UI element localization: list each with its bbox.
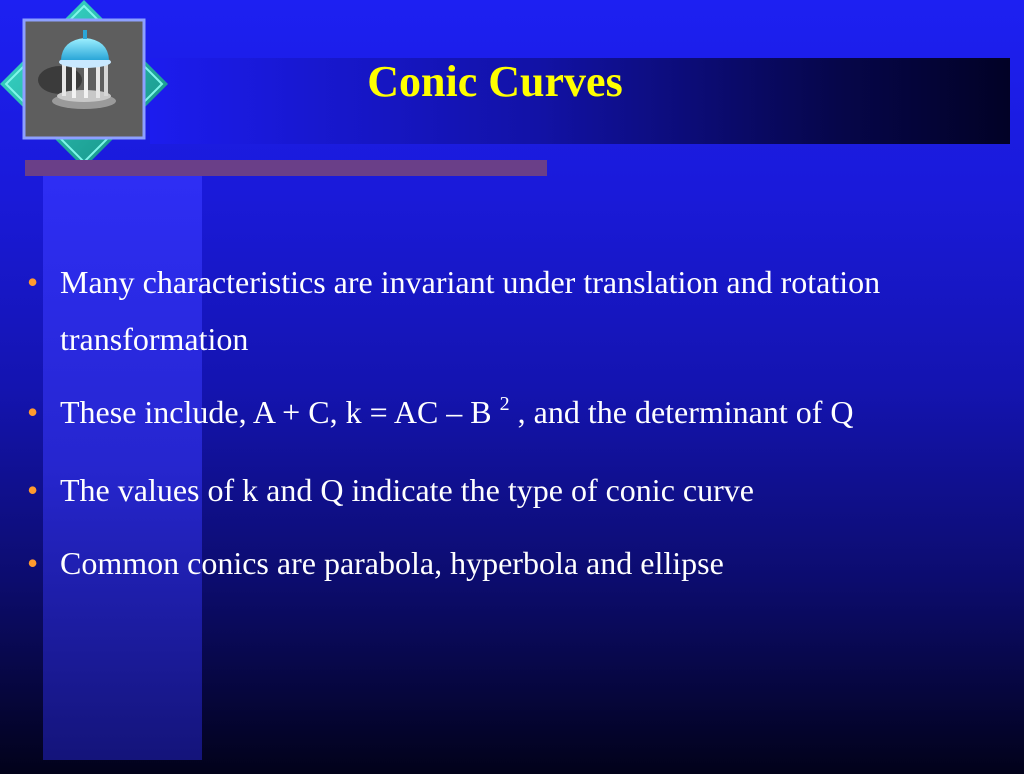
bullet-text: The values of k and Q indicate the type of conic curve bbox=[60, 472, 754, 508]
bullet-text-part: These include, A + C, k = AC – B bbox=[60, 394, 500, 430]
bullet-marker: • bbox=[27, 472, 39, 508]
bullet-marker: • bbox=[27, 264, 39, 300]
bullet-item bbox=[26, 462, 1001, 519]
bullet-item bbox=[26, 384, 1001, 446]
bullet-marker: • bbox=[27, 545, 39, 581]
bullet-text: Common conics are parabola, hyperbola and ellipse bbox=[60, 545, 724, 581]
bullet-text-part: , and the determinant of Q bbox=[509, 394, 854, 430]
superscript-exponent: 2 bbox=[499, 393, 510, 415]
bullet-item bbox=[26, 254, 1001, 368]
slide-title: Conic Curves bbox=[367, 57, 623, 106]
bullet-list bbox=[26, 254, 1001, 608]
title-underline bbox=[25, 160, 547, 176]
bullet-text bbox=[60, 394, 854, 430]
bullet-item bbox=[26, 535, 1001, 592]
bullet-text: Many characteristics are invariant under translation and rotation transformation bbox=[60, 264, 881, 357]
bullet-marker: • bbox=[27, 394, 39, 430]
